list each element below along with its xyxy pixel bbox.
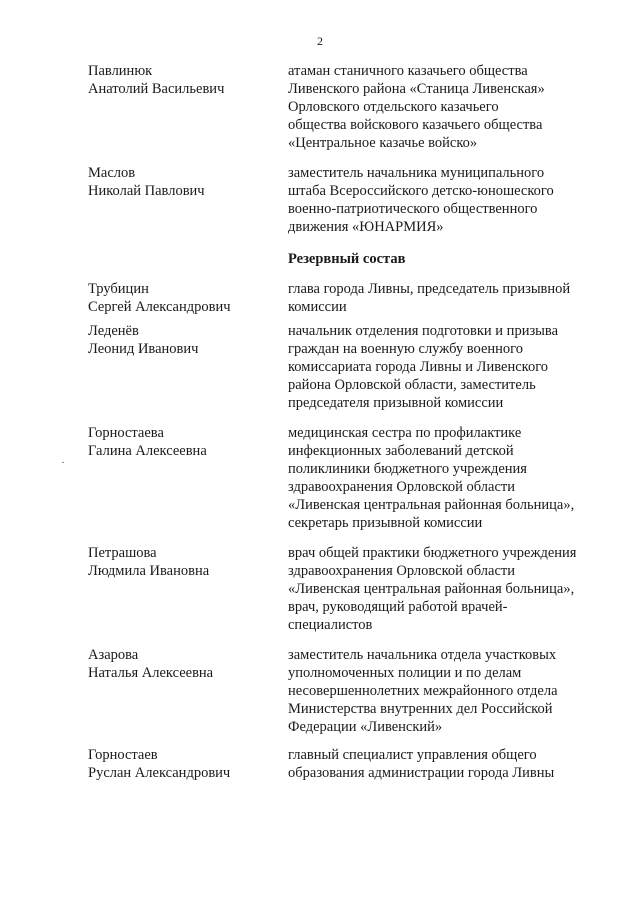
given-names: Наталья Алексеевна: [88, 665, 214, 681]
role-line: комиссии: [288, 299, 347, 315]
role-line: секретарь призывной комиссии: [288, 515, 483, 531]
role-line: главный специалист управления общего: [288, 747, 537, 763]
member-name: [88, 280, 278, 316]
role-line: глава города Ливны, председатель призывной: [288, 281, 571, 297]
member-name: [88, 322, 278, 358]
role-line: движения «ЮНАРМИЯ»: [288, 219, 444, 235]
role-line: здравоохранения Орловской области: [288, 479, 515, 495]
given-names: Николай Павлович: [88, 183, 205, 199]
member-role: [288, 424, 608, 532]
scan-artifact: [62, 462, 64, 463]
member-name: [88, 62, 278, 98]
role-line: специалистов: [288, 617, 373, 633]
role-line: председателя призывной комиссии: [288, 395, 504, 411]
role-line: района Орловской области, заместитель: [288, 377, 536, 393]
member-name: [88, 164, 278, 200]
page-number: 2: [317, 34, 323, 48]
surname: Леденёв: [88, 323, 139, 339]
member-role: [288, 62, 608, 152]
member-role: [288, 544, 608, 634]
role-line: граждан на военную службу военного: [288, 341, 523, 357]
role-line: несовершеннолетних межрайонного отдела: [288, 683, 558, 699]
role-line: заместитель начальника муниципального: [288, 165, 545, 181]
role-line: военно-патриотического общественного: [288, 201, 538, 217]
role-line: врач общей практики бюджетного учреждения: [288, 545, 577, 561]
given-names: Леонид Иванович: [88, 341, 199, 357]
role-line: «Ливенская центральная районная больница»,: [288, 581, 575, 597]
member-role: [288, 746, 608, 782]
member-name: [88, 544, 278, 580]
member-name: [88, 424, 278, 460]
role-line: Федерации «Ливенский»: [288, 719, 443, 735]
role-line: заместитель начальника отдела участковых: [288, 647, 557, 663]
given-names: Руслан Александрович: [88, 765, 231, 781]
surname: Горностаева: [88, 425, 164, 441]
role-line: Орловского отдельского казачьего: [288, 99, 499, 115]
role-line: уполномоченных полиции и по делам: [288, 665, 522, 681]
given-names: Галина Алексеевна: [88, 443, 207, 459]
role-line: общества войскового казачьего общества: [288, 117, 543, 133]
role-line: начальник отделения подготовки и призыва: [288, 323, 559, 339]
surname: Азарова: [88, 647, 139, 663]
surname: Павлинюк: [88, 63, 153, 79]
role-line: «Ливенская центральная районная больница»,: [288, 497, 575, 513]
surname: Горностаев: [88, 747, 158, 763]
member-name: [88, 746, 278, 782]
member-role: [288, 280, 608, 316]
role-line: инфекционных заболеваний детской: [288, 443, 514, 459]
role-line: Министерства внутренних дел Российской: [288, 701, 553, 717]
role-line: Ливенского района «Станица Ливенская»: [288, 81, 545, 97]
surname: Маслов: [88, 165, 136, 181]
given-names: Сергей Александрович: [88, 299, 231, 315]
role-line: здравоохранения Орловской области: [288, 563, 515, 579]
given-names: Анатолий Васильевич: [88, 81, 225, 97]
surname: Петрашова: [88, 545, 157, 561]
role-line: поликлиники бюджетного учреждения: [288, 461, 527, 477]
member-role: [288, 646, 608, 736]
section-title: Резервный состав: [288, 251, 406, 267]
role-line: атаман станичного казачьего общества: [288, 63, 528, 79]
member-name: [88, 646, 278, 682]
surname: Трубицин: [88, 281, 149, 297]
given-names: Людмила Ивановна: [88, 563, 210, 579]
role-line: штаба Всероссийского детско-юношеского: [288, 183, 554, 199]
member-role: [288, 164, 608, 236]
role-line: комиссариата города Ливны и Ливенского: [288, 359, 549, 375]
member-role: [288, 322, 608, 412]
role-line: образования администрации города Ливны: [288, 765, 555, 781]
role-line: медицинская сестра по профилактике: [288, 425, 522, 441]
role-line: врач, руководящий работой врачей-: [288, 599, 508, 615]
role-line: «Центральное казачье войско»: [288, 135, 478, 151]
